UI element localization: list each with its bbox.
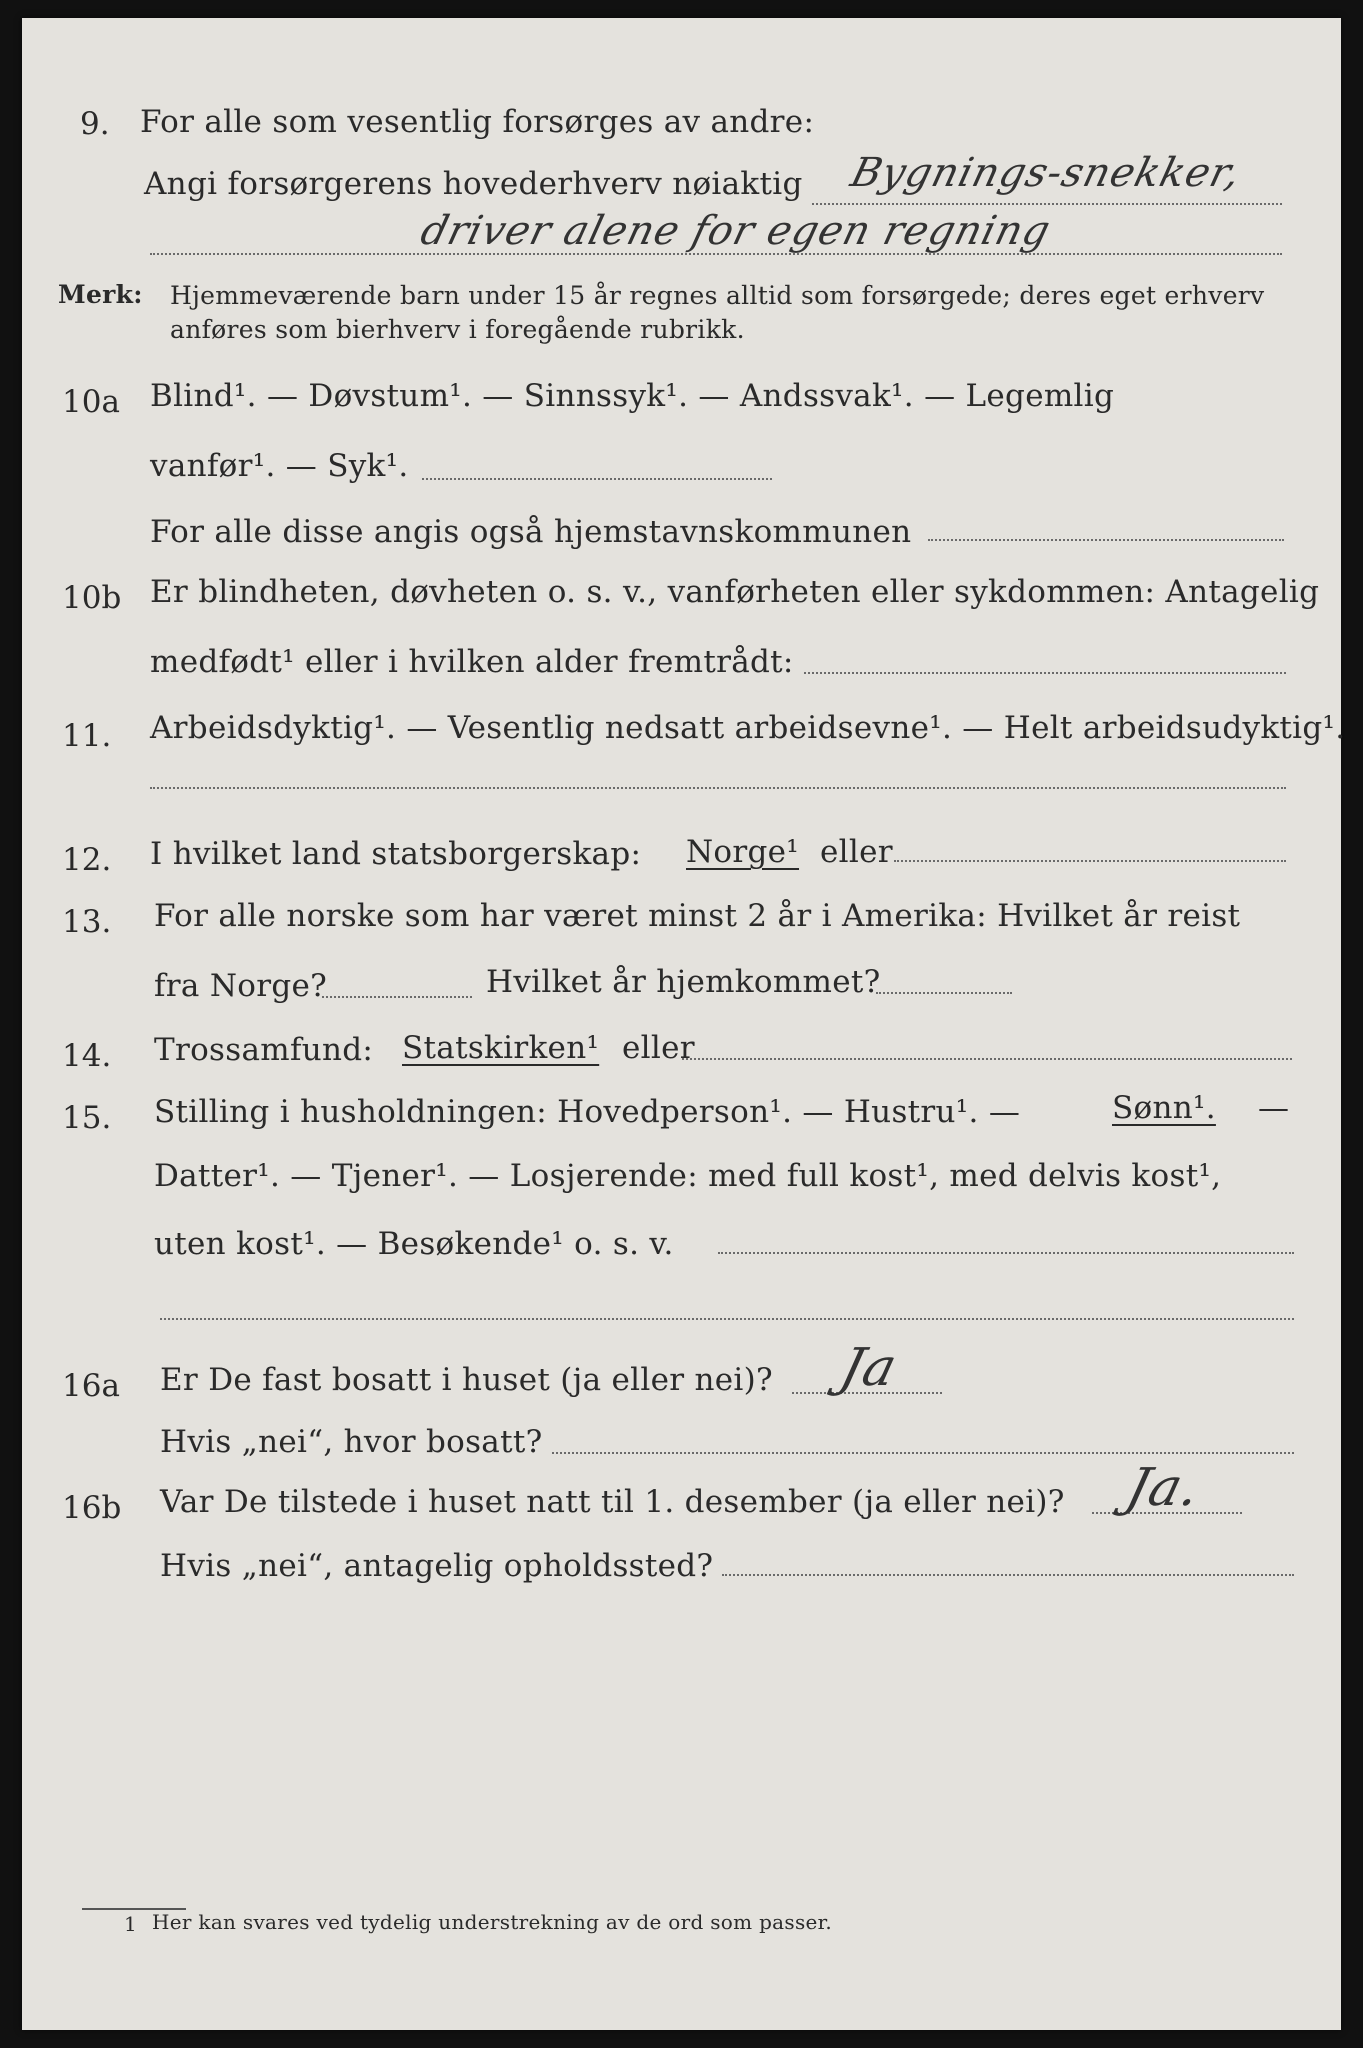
q9-number: 9. xyxy=(80,106,110,142)
q12-question: I hvilket land statsborgerskap: xyxy=(150,836,642,872)
q15-line1a: Stilling i husholdningen: Hovedperson¹. — Hustru¹. — xyxy=(154,1094,1021,1130)
q16a-number: 16a xyxy=(62,1368,120,1404)
q9-handwritten-answer-2: driver alene for egen regning xyxy=(416,208,1056,254)
q10b-line1: Er blindheten, døvheten o. s. v., vanførheten eller sykdommen: Antagelig xyxy=(150,574,1320,610)
q16b-line2: Hvis „nei“, antagelig opholdssted? xyxy=(160,1548,714,1584)
q15-number: 15. xyxy=(62,1100,112,1136)
q15-line3: uten kost¹. — Besøkende¹ o. s. v. xyxy=(154,1226,674,1262)
q15-line2: Datter¹. — Tjener¹. — Losjerende: med full kost¹, med delvis kost¹, xyxy=(154,1158,1222,1194)
q16b-handwritten-answer: Ja. xyxy=(1120,1458,1207,1518)
q9-answer-line-1 xyxy=(812,203,1282,205)
q11-answer-line xyxy=(150,787,1286,789)
q16b-number: 16b xyxy=(62,1490,122,1526)
q14-number: 14. xyxy=(62,1038,112,1074)
footnote-text: Her kan svares ved tydelig understrekning av de ord som passer. xyxy=(152,1910,832,1934)
q16a-line2: Hvis „nei“, hvor bosatt? xyxy=(160,1424,543,1460)
q15-selected-option: Sønn¹. xyxy=(1112,1090,1216,1126)
q10a-line3: For alle disse angis også hjemstavnskommunen xyxy=(150,514,912,550)
q10b-answer-line xyxy=(804,672,1286,674)
q16a-line1: Er De fast bosatt i huset (ja eller nei)? xyxy=(160,1362,773,1398)
q13-line2a: fra Norge? xyxy=(154,968,328,1004)
q14-question: Trossamfund: xyxy=(154,1032,374,1068)
q13-line2b: Hvilket år hjemkommet? xyxy=(486,964,881,1000)
q15-line1-dash: — xyxy=(1258,1090,1290,1126)
census-form-page xyxy=(22,18,1346,2030)
q10a-hometown-line xyxy=(928,539,1284,541)
q16b-line1: Var De tilstede i huset natt til 1. desember (ja eller nei)? xyxy=(160,1484,1065,1520)
q9-handwritten-answer-1: Bygnings-snekker, xyxy=(846,150,1246,196)
q10a-number: 10a xyxy=(62,384,120,420)
q13-year-returned-line xyxy=(876,992,1012,994)
q14-answer-line xyxy=(682,1058,1292,1060)
q9-line1: For alle som vesentlig forsørges av andre: xyxy=(140,104,815,140)
merk-line1: Hjemmeværende barn under 15 år regnes alltid som forsørgede; deres eget erhverv xyxy=(170,281,1265,310)
q12-answer-line xyxy=(894,860,1286,862)
q12-number: 12. xyxy=(62,842,112,878)
q14-selected-option: Statskirken¹ xyxy=(402,1030,600,1066)
q11-number: 11. xyxy=(62,718,112,754)
q10b-line2: medfødt¹ eller i hvilken alder fremtrådt: xyxy=(150,644,794,680)
q16a-handwritten-answer: Ja xyxy=(834,1338,904,1398)
q11-line1: Arbeidsdyktig¹. — Vesentlig nedsatt arbeidsevne¹. — Helt arbeidsudyktig¹. xyxy=(150,710,1346,746)
q15-answer-line-2 xyxy=(160,1318,1294,1320)
q12-selected-option: Norge¹ xyxy=(686,834,800,870)
merk-line2: anføres som bierhverv i foregående rubrikk. xyxy=(170,315,745,344)
q10b-number: 10b xyxy=(62,580,122,616)
q10a-line1: Blind¹. — Døvstum¹. — Sinnssyk¹. — Andssvak¹. — Legemlig xyxy=(150,378,1115,414)
q13-line1: For alle norske som har været minst 2 år i Amerika: Hvilket år reist xyxy=(154,898,1241,934)
q16a-residence-line xyxy=(552,1452,1294,1454)
q9-line2: Angi forsørgerens hovederhverv nøiaktig xyxy=(144,166,803,202)
q13-number: 13. xyxy=(62,904,112,940)
q12-or: eller xyxy=(820,834,893,870)
footnote-mark: 1 xyxy=(124,1912,138,1936)
merk-label: Merk: xyxy=(58,280,143,309)
q15-answer-line-1 xyxy=(718,1252,1294,1254)
q10a-answer-line xyxy=(422,478,772,480)
q10a-line2: vanfør¹. — Syk¹. xyxy=(150,448,409,484)
q13-year-left-line xyxy=(322,996,472,998)
q14-or: eller xyxy=(622,1030,695,1066)
q16b-location-line xyxy=(722,1574,1294,1576)
